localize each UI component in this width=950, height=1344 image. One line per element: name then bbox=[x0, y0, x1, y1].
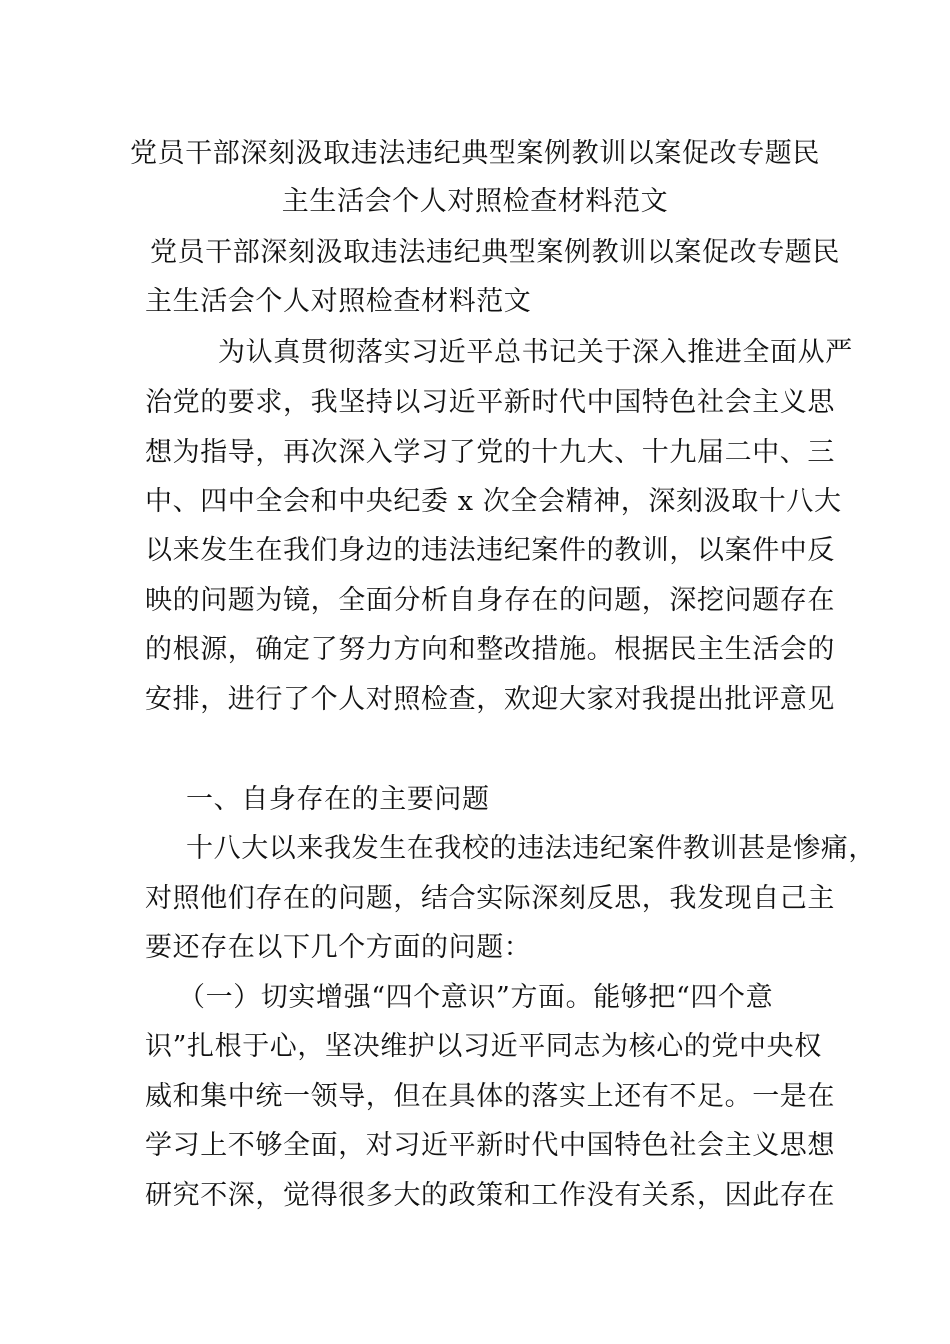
section-line: 十八大以来我发生在我校的违法违纪案件教训甚是惨痛， bbox=[186, 833, 876, 864]
subsection-line: （一）切实增强“四个意识”方面。能够把“四个意 bbox=[178, 982, 774, 1013]
intro-line: 以来发生在我们身边的违法违纪案件的教训，以案件中反 bbox=[145, 535, 835, 566]
subtitle-line-2: 主生活会个人对照检查材料范文 bbox=[145, 286, 532, 317]
title-line-2: 主生活会个人对照检查材料范文 bbox=[281, 186, 669, 217]
intro-line: 想为指导，再次深入学习了党的十九大、十九届二中、三 bbox=[145, 437, 835, 468]
subsection-line: 威和集中统一领导，但在具体的落实上还有不足。一是在 bbox=[145, 1081, 835, 1112]
intro-line: 中、四中全会和中央纪委 x 次全会精神，深刻汲取十八大 bbox=[145, 486, 842, 517]
intro-line: 为认真贯彻落实习近平总书记关于深入推进全面从严 bbox=[218, 337, 853, 368]
intro-line: 映的问题为镜，全面分析自身存在的问题，深挖问题存在 bbox=[145, 585, 835, 616]
subsection-line: 研究不深，觉得很多大的政策和工作没有关系，因此存在 bbox=[145, 1180, 835, 1211]
subtitle-line-1: 党员干部深刻汲取违法违纪典型案例教训以案促改专题民 bbox=[150, 237, 840, 268]
subsection-line: 学习上不够全面，对习近平新时代中国特色社会主义思想 bbox=[145, 1130, 835, 1161]
intro-line: 的根源，确定了努力方向和整改措施。根据民主生活会的 bbox=[145, 634, 835, 665]
subsection-line: 识”扎根于心，坚决维护以习近平同志为核心的党中央权 bbox=[145, 1031, 822, 1062]
section-heading: 一、自身存在的主要问题 bbox=[186, 784, 490, 815]
title-line-1: 党员干部深刻汲取违法违纪典型案例教训以案促改专题民 bbox=[130, 138, 820, 169]
intro-line: 治党的要求，我坚持以习近平新时代中国特色社会主义思 bbox=[145, 387, 835, 418]
intro-line: 安排，进行了个人对照检查，欢迎大家对我提出批评意见 bbox=[145, 684, 835, 715]
section-line: 对照他们存在的问题，结合实际深刻反思，我发现自己主 bbox=[145, 883, 835, 914]
section-line: 要还存在以下几个方面的问题： bbox=[145, 932, 532, 963]
